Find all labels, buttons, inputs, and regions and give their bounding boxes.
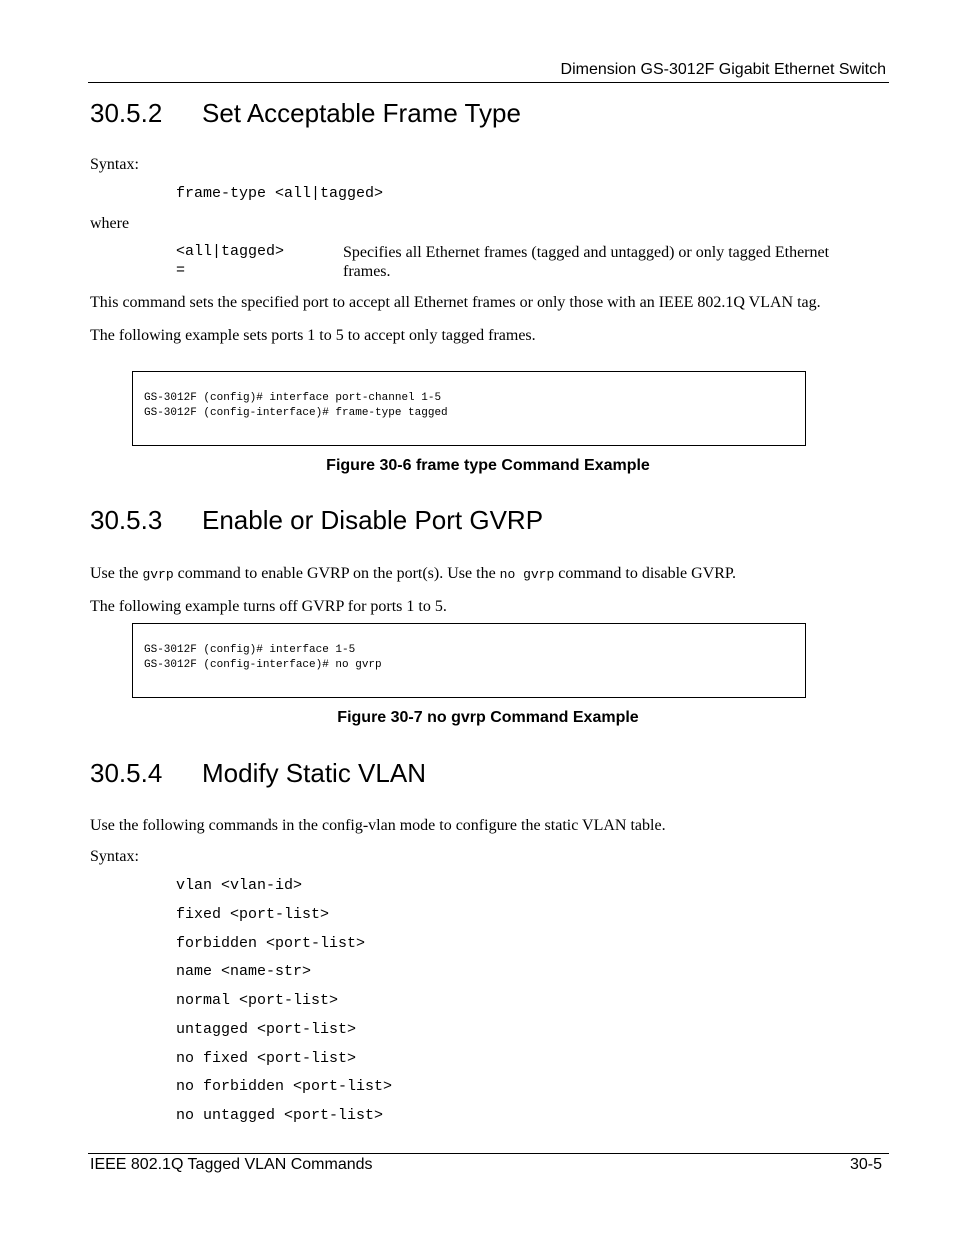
section-heading-30-5-3 xyxy=(90,505,543,536)
code-line: GS-3012F (config-interface)# frame-type tagged xyxy=(144,407,448,419)
inline-code: gvrp xyxy=(142,567,174,582)
param-equals: = xyxy=(176,262,186,279)
code-example-box xyxy=(132,623,806,698)
section-number: 30.5.2 xyxy=(90,98,163,128)
paragraph: The following example sets ports 1 to 5 to accept only tagged frames. xyxy=(90,327,536,344)
section-title: Set Acceptable Frame Type xyxy=(202,98,521,128)
section-number: 30.5.4 xyxy=(90,758,163,788)
syntax-command: name <name-str> xyxy=(176,963,312,980)
syntax-command: vlan <vlan-id> xyxy=(176,877,303,894)
code-line: GS-3012F (config-interface)# no gvrp xyxy=(144,659,382,671)
section-title: Enable or Disable Port GVRP xyxy=(202,505,544,535)
running-header: Dimension GS-3012F Gigabit Ethernet Switch xyxy=(560,61,886,78)
param-description-line1: Specifies all Ethernet frames (tagged and untagged) or only tagged Ethernet xyxy=(343,244,830,261)
code-example-box xyxy=(132,371,806,446)
text-run: command to disable GVRP. xyxy=(554,565,737,582)
paragraph: Use the following commands in the config-vlan mode to configure the static VLAN table. xyxy=(90,817,666,834)
section-heading-30-5-4 xyxy=(90,758,426,789)
syntax-command: forbidden <port-list> xyxy=(176,935,366,952)
section-heading-30-5-2 xyxy=(90,98,521,129)
header-rule xyxy=(88,82,889,83)
syntax-command: fixed <port-list> xyxy=(176,906,330,923)
param-name: <all|tagged> xyxy=(176,243,285,260)
syntax-command: no untagged <port-list> xyxy=(176,1107,384,1124)
footer-rule xyxy=(88,1153,889,1154)
syntax-command: normal <port-list> xyxy=(176,992,339,1009)
paragraph: The following example turns off GVRP for ports 1 to 5. xyxy=(90,598,447,615)
paragraph xyxy=(90,565,736,583)
where-label: where xyxy=(90,215,130,232)
figure-caption: Figure 30-6 frame type Command Example xyxy=(326,457,650,474)
syntax-command: no forbidden <port-list> xyxy=(176,1078,393,1095)
code-line: GS-3012F (config)# interface 1-5 xyxy=(144,644,356,656)
param-description-line2: frames. xyxy=(343,263,391,280)
syntax-command: frame-type <all|tagged> xyxy=(176,185,384,202)
syntax-command: untagged <port-list> xyxy=(176,1021,357,1038)
footer-chapter-title: IEEE 802.1Q Tagged VLAN Commands xyxy=(90,1156,373,1173)
figure-caption: Figure 30-7 no gvrp Command Example xyxy=(337,709,639,726)
syntax-label: Syntax: xyxy=(90,156,139,173)
syntax-command: no fixed <port-list> xyxy=(176,1050,357,1067)
text-run: command to enable GVRP on the port(s). Use the xyxy=(173,565,500,582)
section-title: Modify Static VLAN xyxy=(202,758,426,788)
footer-page-number: 30-5 xyxy=(849,1156,882,1173)
code-line: GS-3012F (config)# interface port-channel 1-5 xyxy=(144,392,442,404)
text-run: Use the xyxy=(90,565,143,582)
syntax-label: Syntax: xyxy=(90,848,139,865)
section-number: 30.5.3 xyxy=(90,505,163,535)
paragraph: This command sets the specified port to accept all Ethernet frames or only those with an IEEE 802.1Q VLAN tag. xyxy=(90,294,821,311)
inline-code: no gvrp xyxy=(499,567,555,582)
